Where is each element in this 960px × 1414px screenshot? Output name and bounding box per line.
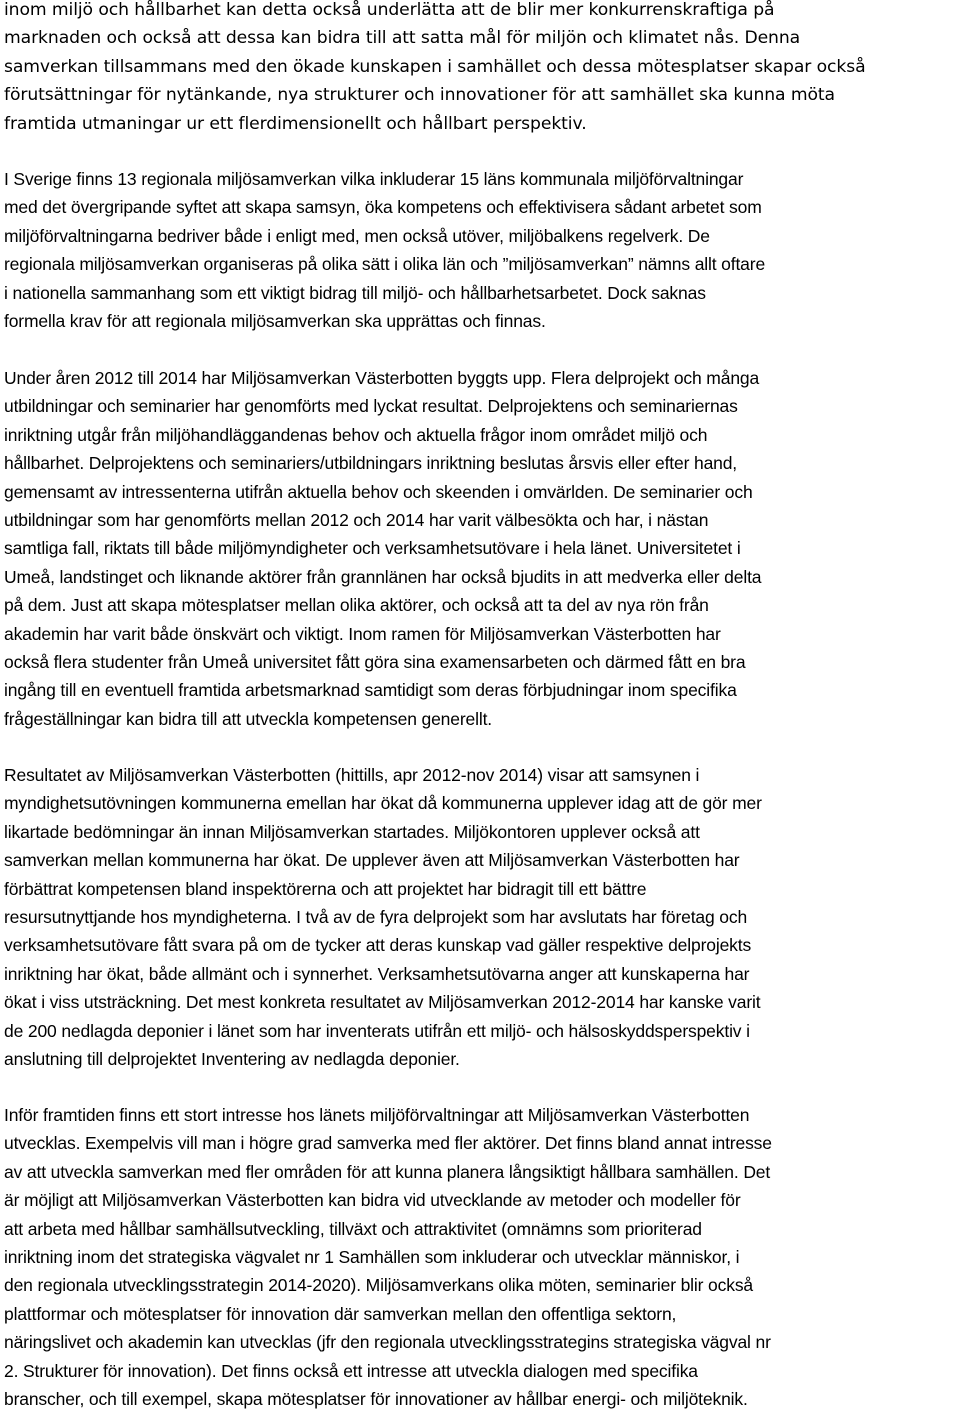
text-line: myndighetsutövningen kommunerna emellan har ökat då kommunerna upplever idag att de gör mer bbox=[4, 793, 762, 814]
text-line: gemensamt av intressenterna utifrån aktuella behov och skeenden i omvärlden. De seminarier och bbox=[4, 481, 753, 502]
paragraph-results bbox=[4, 761, 959, 1073]
text-line: marknaden och också att dessa kan bidra till att satta mål för miljön och klimatet nås. Denna bbox=[4, 28, 801, 49]
text-line: ökat i viss utsträckning. Det mest konkreta resultatet av Miljösamverkan 2012-2014 har kanske varit bbox=[4, 992, 761, 1013]
text-line: akademin har varit både önskvärt och viktigt. Inom ramen för Miljösamverkan Västerbotten har bbox=[4, 623, 721, 644]
text-line: plattformar och mötesplatser för innovation där samverkan mellan den offentliga sektorn, bbox=[4, 1303, 677, 1324]
text-line: inom miljö och hållbarhet kan detta också underlätta att de blir mer konkurrenskraftiga på bbox=[4, 0, 775, 20]
text-line: utbildningar som har genomförts mellan 2012 och 2014 har varit välbesökta och har, i nästan bbox=[4, 509, 709, 530]
paragraph-project-history bbox=[4, 364, 959, 733]
text-line: verksamhetsutövare fått svara på om de tycker att deras kunskap vad gäller respektive delprojekts bbox=[4, 935, 752, 956]
paragraph-regional-collaborations bbox=[4, 165, 959, 335]
text-line: anslutning till delprojektet Inventering av nedlagda deponier. bbox=[4, 1048, 460, 1069]
text-line: branscher, och till exempel, skapa mötesplatser för innovationer av hållbar energi- och miljöteknik. bbox=[4, 1388, 748, 1409]
text-line: utvecklas. Exempelvis vill man i högre grad samverka med fler aktörer. Det finns bland annat intresse bbox=[4, 1133, 772, 1154]
text-line: inriktning utgår från miljöhandläggandenas behov och aktuella frågor inom området miljö och bbox=[4, 424, 708, 445]
paragraph-sustainability-continuation bbox=[4, 0, 959, 138]
text-line: likartade bedömningar än innan Miljösamverkan startades. Miljökontoren upplever också att bbox=[4, 821, 700, 842]
text-line: inriktning har ökat, både allmänt och i synnerhet. Verksamhetsutövarna anger att kunskaperna har bbox=[4, 963, 750, 984]
text-line: I Sverige finns 13 regionala miljösamverkan vilka inkluderar 15 läns kommunala miljöförvaltningar bbox=[4, 169, 744, 189]
text-line: inriktning inom det strategiska vägvalet nr 1 Samhällen som inkluderar och utvecklar människor, i bbox=[4, 1246, 740, 1267]
text-line: framtida utmaningar ur ett flerdimensionellt och hållbart perspektiv. bbox=[4, 113, 587, 134]
text-line: är möjligt att Miljösamverkan Västerbotten kan bidra vid utvecklande av metoder och modeller för bbox=[4, 1190, 741, 1211]
text-line: formella krav för att regionala miljösamverkan ska upprättas och finnas. bbox=[4, 310, 546, 331]
text-line: förbättrat kompetensen bland inspektörerna och att projektet har bidragit till ett bättre bbox=[4, 878, 647, 899]
text-line: Inför framtiden finns ett stort intresse hos länets miljöförvaltningar att Miljösamverkan Västerbotten bbox=[4, 1105, 750, 1125]
text-line: också flera studenter från Umeå universitet fått göra sina examensarbeten och därmed fått en bra bbox=[4, 651, 746, 672]
text-line: av att utveckla samverkan med fler områden för att kunna planera långsiktigt hållbara samhällen. Det bbox=[4, 1161, 771, 1182]
text-line: näringslivet och akademin kan utvecklas (jfr den regionala utvecklingsstrategins strategiska vägval nr bbox=[4, 1332, 771, 1353]
text-line: Umeå, landstinget och liknande aktörer från grannlänen har också bjudits in att medverka eller delta bbox=[4, 566, 762, 587]
text-line: i nationella sammanhang som ett viktigt bidrag till miljö- och hållbarhetsarbetet. Dock saknas bbox=[4, 282, 706, 303]
text-line: ingång till en eventuell framtida arbetsmarknad samtidigt som deras förbjudningar inom specifika bbox=[4, 680, 737, 701]
text-line: regionala miljösamverkan organiseras på olika sätt i olika län och ”miljösamverkan” nämns allt oftare bbox=[4, 254, 766, 275]
text-line: på dem. Just att skapa mötesplatser mellan olika aktörer, och också att ta del av nya rön från bbox=[4, 595, 709, 616]
text-line: Under åren 2012 till 2014 har Miljösamverkan Västerbotten byggts upp. Flera delprojekt och många bbox=[4, 368, 760, 388]
text-line: förutsättningar för nytänkande, nya strukturer och innovationer för att samhället ska kunna möta bbox=[4, 85, 835, 106]
text-line: Resultatet av Miljösamverkan Västerbotten (hittills, apr 2012-nov 2014) visar att samsynen i bbox=[4, 765, 700, 785]
paragraph-future bbox=[4, 1101, 959, 1413]
text-line: resursutnyttjande hos myndigheterna. I två av de fyra delprojekt som har avslutats har företag och bbox=[4, 906, 748, 927]
text-line: utbildningar och seminarier har genomförts med lyckat resultat. Delprojektens och seminariernas bbox=[4, 396, 738, 417]
text-line: de 200 nedlagda deponier i länet som har inventerats utifrån ett miljö- och hälsoskyddsperspektiv i bbox=[4, 1020, 750, 1041]
text-line: hållbarhet. Delprojektens och seminariers/utbildningars inriktning beslutas årsvis eller efter hand, bbox=[4, 453, 738, 474]
text-line: samverkan tillsammans med den ökade kunskapen i samhället och dessa mötesplatser skapar också bbox=[4, 56, 866, 77]
text-line: med det övergripande syftet att skapa samsyn, öka kompetens och effektivisera sådant arbetet som bbox=[4, 197, 762, 218]
text-line: samtliga fall, riktats till både miljömyndigheter och verksamhetsutövare i hela länet. Universitetet i bbox=[4, 538, 741, 559]
text-line: frågeställningar kan bidra till att utveckla kompetensen generellt. bbox=[4, 708, 493, 729]
text-line: att arbeta med hållbar samhällsutveckling, tillväxt och attraktivitet (omnämns som prioriterad bbox=[4, 1218, 702, 1239]
text-line: den regionala utvecklingsstrategin 2014-2020). Miljösamverkans olika möten, seminarier blir också bbox=[4, 1275, 754, 1296]
text-line: 2. Strukturer för innovation). Det finns också ett intresse att utveckla dialogen med specifika bbox=[4, 1360, 698, 1381]
text-line: miljöförvaltningarna bedriver både i enligt med, men också utöver, miljöbalkens regelverk. De bbox=[4, 225, 710, 246]
text-line: samverkan mellan kommunerna har ökat. De upplever även att Miljösamverkan Västerbotten har bbox=[4, 850, 740, 871]
